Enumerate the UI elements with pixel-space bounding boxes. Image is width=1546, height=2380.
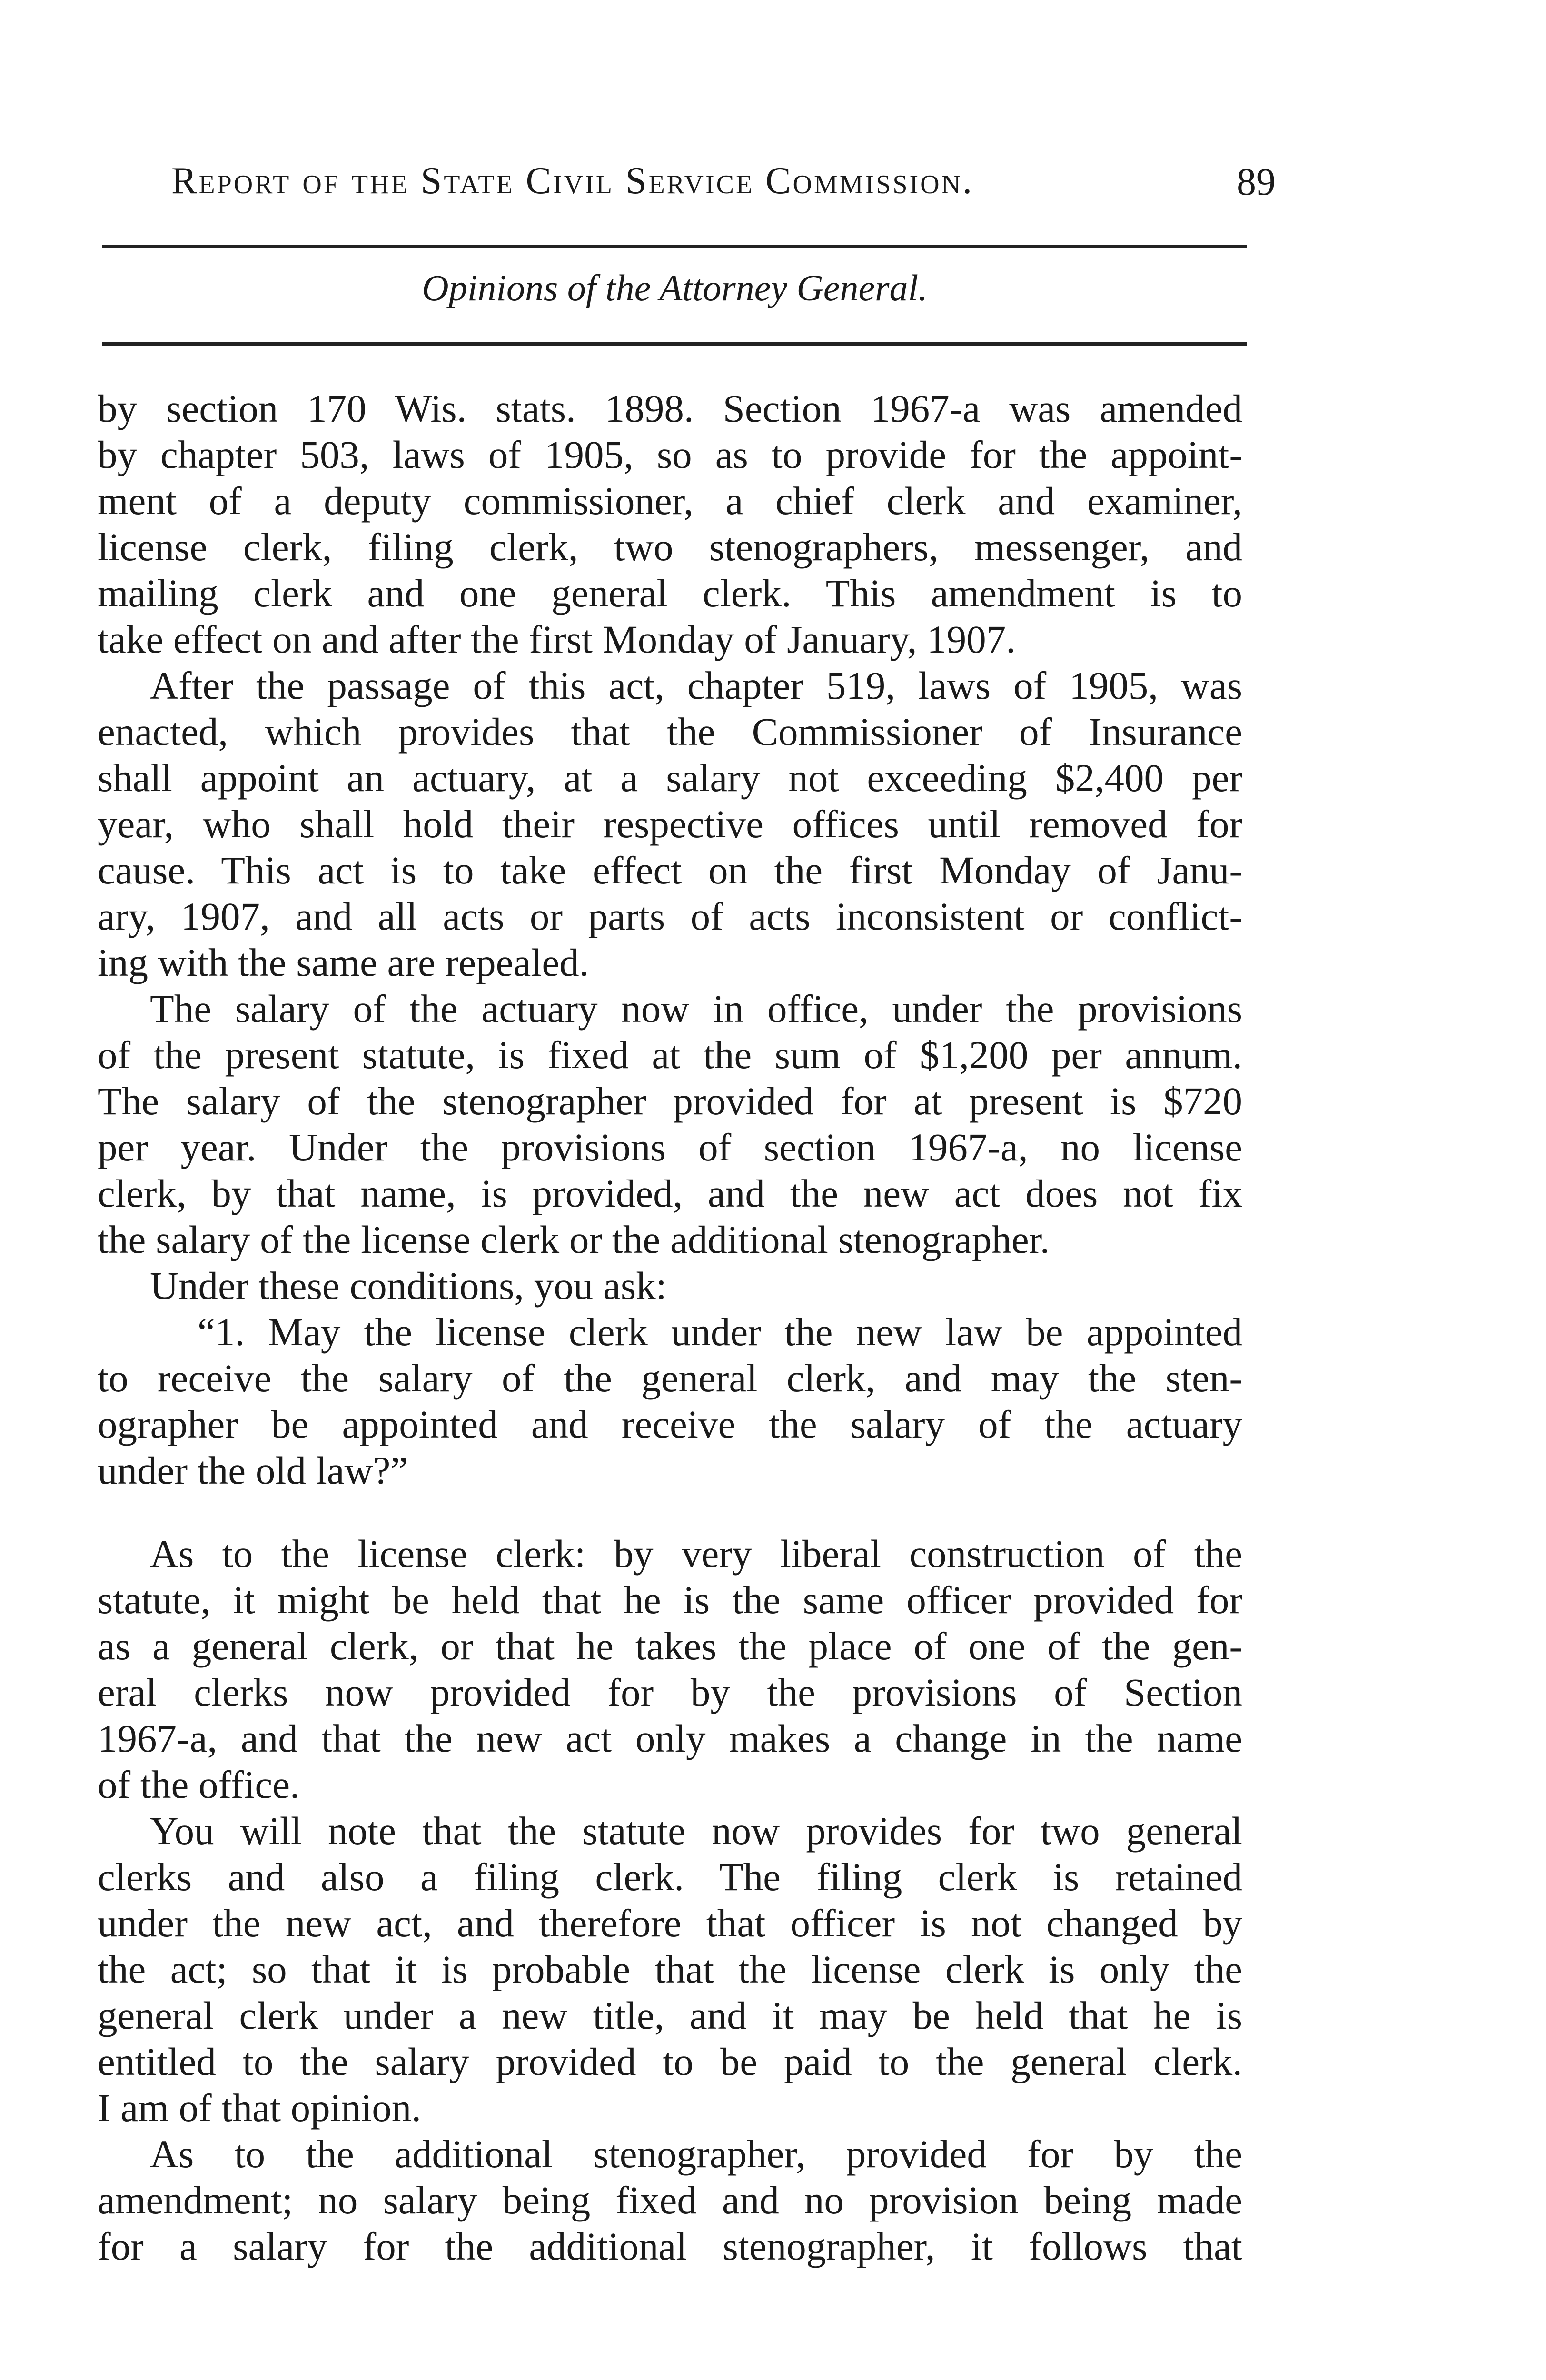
page-number: 89	[1237, 160, 1276, 203]
text-line: as a general clerk, or that he takes the place of one of the gen-	[98, 1624, 1242, 1668]
text-line: Under these conditions, you ask:	[150, 1264, 667, 1308]
text-line: of the present statute, is fixed at the sum of $1,200 per annum.	[98, 1033, 1242, 1077]
text-line: As to the additional stenographer, provided for by the	[150, 2132, 1242, 2176]
header-rule-top	[102, 245, 1247, 248]
text-line: for a salary for the additional stenographer, it follows that	[98, 2224, 1242, 2268]
body-text	[98, 386, 1242, 2270]
text-line: per year. Under the provisions of section 1967-a, no license	[98, 1125, 1242, 1169]
quote-line: ographer be appointed and receive the salary of the actuary	[98, 1402, 1242, 1446]
quote-line: “1. May the license clerk under the new law be appointed	[198, 1310, 1242, 1354]
text-line: eral clerks now provided for by the provisions of Section	[98, 1670, 1242, 1714]
text-line: by section 170 Wis. stats. 1898. Section 1967-a was amended	[98, 387, 1242, 430]
text-line: the salary of the license clerk or the additional stenographer.	[98, 1218, 1050, 1261]
running-header	[171, 159, 1276, 217]
text-line: 1967-a, and that the new act only makes a change in the name	[98, 1716, 1242, 1760]
text-line: ing with the same are repealed.	[98, 941, 589, 984]
text-line: statute, it might be held that he is the same officer provided for	[98, 1578, 1242, 1622]
quote-line: to receive the salary of the general clerk, and may the sten-	[98, 1356, 1242, 1400]
text-line: After the passage of this act, chapter 519, laws of 1905, was	[150, 664, 1242, 707]
text-line: cause. This act is to take effect on the first Monday of Janu-	[98, 848, 1242, 892]
text-line: clerk, by that name, is provided, and the new act does not fix	[98, 1171, 1242, 1215]
text-line: amendment; no salary being fixed and no provision being made	[98, 2178, 1242, 2222]
section-title: Opinions of the Attorney General.	[422, 267, 928, 308]
quote-line: under the old law?”	[98, 1448, 408, 1492]
running-title: Report of the State Civil Service Commission.	[171, 160, 974, 202]
text-line: You will note that the statute now provides for two general	[150, 1809, 1242, 1853]
text-line: license clerk, filing clerk, two stenographers, messenger, and	[98, 525, 1242, 569]
text-line: entitled to the salary provided to be paid to the general clerk.	[98, 2040, 1242, 2083]
text-line: ary, 1907, and all acts or parts of acts inconsistent or conflict-	[98, 894, 1242, 938]
paragraph-gap	[98, 1494, 1242, 1531]
text-line: under the new act, and therefore that officer is not changed by	[98, 1901, 1242, 1945]
text-line: I am of that opinion.	[98, 2086, 422, 2130]
text-line: the act; so that it is probable that the license clerk is only the	[98, 1947, 1242, 1991]
text-line: take effect on and after the first Monday of January, 1907.	[98, 617, 1016, 661]
text-line: As to the license clerk: by very liberal construction of the	[150, 1532, 1242, 1576]
text-line: general clerk under a new title, and it may be held that he is	[98, 1993, 1242, 2037]
text-line: of the office.	[98, 1763, 300, 1806]
text-line: The salary of the stenographer provided for at present is $720	[98, 1079, 1242, 1123]
text-line: year, who shall hold their respective offices until removed for	[98, 802, 1242, 846]
text-line: mailing clerk and one general clerk. This amendment is to	[98, 571, 1242, 615]
text-line: enacted, which provides that the Commissioner of Insurance	[98, 710, 1242, 754]
text-line: clerks and also a filing clerk. The filing clerk is retained	[98, 1855, 1242, 1899]
text-line: by chapter 503, laws of 1905, so as to provide for the appoint-	[98, 433, 1242, 476]
text-line: shall appoint an actuary, at a salary not exceeding $2,400 per	[98, 756, 1242, 800]
text-line: ment of a deputy commissioner, a chief clerk and examiner,	[98, 479, 1242, 523]
text-line: The salary of the actuary now in office, under the provisions	[150, 987, 1242, 1031]
header-rule-bottom	[102, 342, 1247, 346]
